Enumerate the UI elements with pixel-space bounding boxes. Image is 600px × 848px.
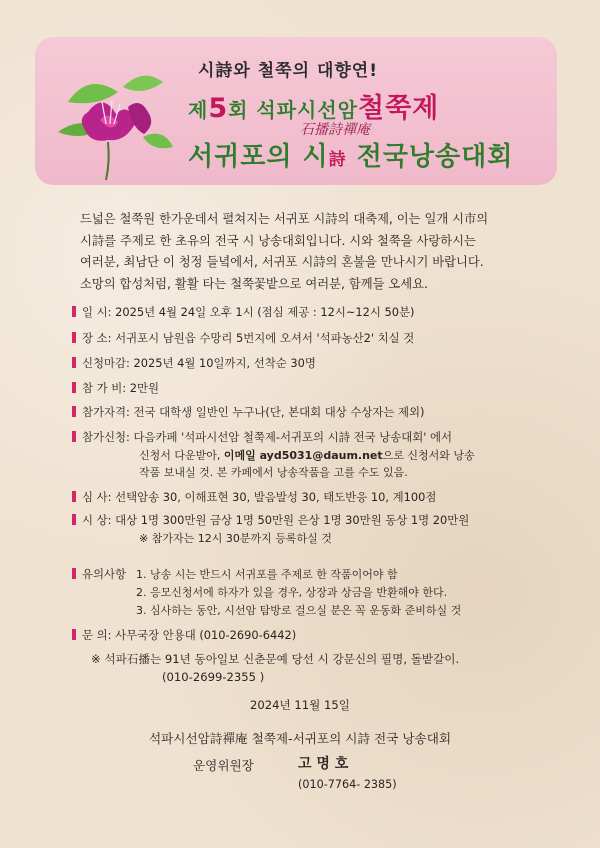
intro-paragraph bbox=[80, 209, 530, 295]
footnote-line: ※ 석파石播는 91년 동아일보 신춘문예 당선 시 강문신의 필명, 돌밭갈이. bbox=[91, 652, 460, 666]
intro-line: 시詩를 주제로 한 초유의 전국 시 낭송대회입니다. 시와 철쭉을 사랑하시는 bbox=[80, 233, 476, 248]
info-prize-note: ※ 참가자는 12시 30분까지 등록하실 것 bbox=[139, 532, 332, 545]
footer-chair-phone: (010-7764- 2385) bbox=[298, 778, 397, 791]
header-subtitle: 서귀포의 시詩 전국낭송대회 bbox=[188, 142, 514, 172]
info-notes: 유의사항 bbox=[72, 566, 126, 582]
header-title: 제5회 석파시선암철쭉제 bbox=[188, 93, 440, 124]
footer-date: 2024년 11월 15일 bbox=[250, 698, 350, 712]
info-apply-line3: 작품 보내실 것. 본 카페에서 낭송작품을 고를 수도 있음. bbox=[139, 466, 408, 479]
footer-chair-name: 고 명 호 bbox=[298, 756, 349, 772]
azalea-flower-illustration bbox=[48, 62, 178, 182]
info-prize: 시 상: 대상 1명 300만원 금상 1명 50만원 은상 1명 30만원 동상 1명 20만원 bbox=[72, 512, 469, 528]
footer-organization: 석파시선암詩禪庵 철쭉제-서귀포의 시詩 전국 낭송대회 bbox=[148, 731, 452, 746]
email-address: 이메일 ayd5031@daum.net bbox=[223, 449, 383, 462]
info-qualification: 참가자격: 전국 대학생 일반인 누구나(단, 본대회 대상 수상자는 제외) bbox=[72, 404, 424, 420]
header-hanja: 石播詩禪庵 bbox=[300, 122, 370, 138]
info-judging: 심 사: 선택암송 30, 이해표현 30, 발음발성 30, 태도반응 10, 계100점 bbox=[72, 489, 436, 505]
intro-line: 소망의 합성처럼, 활활 타는 철쭉꽃밭으로 여러분, 함께들 오세요. bbox=[80, 276, 428, 291]
info-contact: 문 의: 사무국장 안용대 (010-2690-6442) bbox=[72, 627, 296, 643]
intro-line: 드넓은 철쭉원 한가운데서 펼쳐지는 서귀포 시詩의 대축제, 이는 일개 시市의 bbox=[80, 212, 489, 226]
info-apply: 참가신청: 다음카페 '석파시선암 철쭉제-서귀포의 시詩 전국 낭송대회' 에서 bbox=[72, 429, 452, 445]
info-place: 장 소: 서귀포시 남원읍 수망리 5번지에 오셔서 '석파농산2' 치실 것 bbox=[72, 330, 414, 346]
info-deadline: 신청마감: 2025년 4월 10일까지, 선착순 30명 bbox=[72, 355, 316, 371]
info-date: 일 시: 2025년 4월 24일 오후 1시 (점심 제공 : 12시~12시 50분) bbox=[72, 304, 414, 320]
notes-item: 1. 낭송 시는 반드시 서귀포를 주제로 한 작품이어야 함 bbox=[136, 568, 398, 581]
info-fee: 참 가 비: 2만원 bbox=[72, 380, 159, 396]
intro-line: 여러분, 최남단 이 청정 들녘에서, 서귀포 시詩의 혼불을 만나시기 바랍니다. bbox=[80, 255, 484, 269]
header-tagline: 시詩와 철쭉의 대향연! bbox=[198, 61, 378, 81]
footnote-phone: (010-2699-2355 ) bbox=[162, 670, 265, 684]
notes-item: 2. 응모신청서에 하자가 있을 경우, 상장과 상금을 반환해야 한다. bbox=[136, 586, 448, 599]
info-apply-line2: 신청서 다운받아, 이메일 ayd5031@daum.net으로 신청서와 낭송 bbox=[139, 449, 475, 462]
footer-chair-title: 운영위원장 bbox=[193, 758, 254, 773]
notes-item: 3. 심사하는 동안, 시선암 탐방로 걸으실 분은 꼭 운동화 준비하실 것 bbox=[136, 604, 462, 617]
